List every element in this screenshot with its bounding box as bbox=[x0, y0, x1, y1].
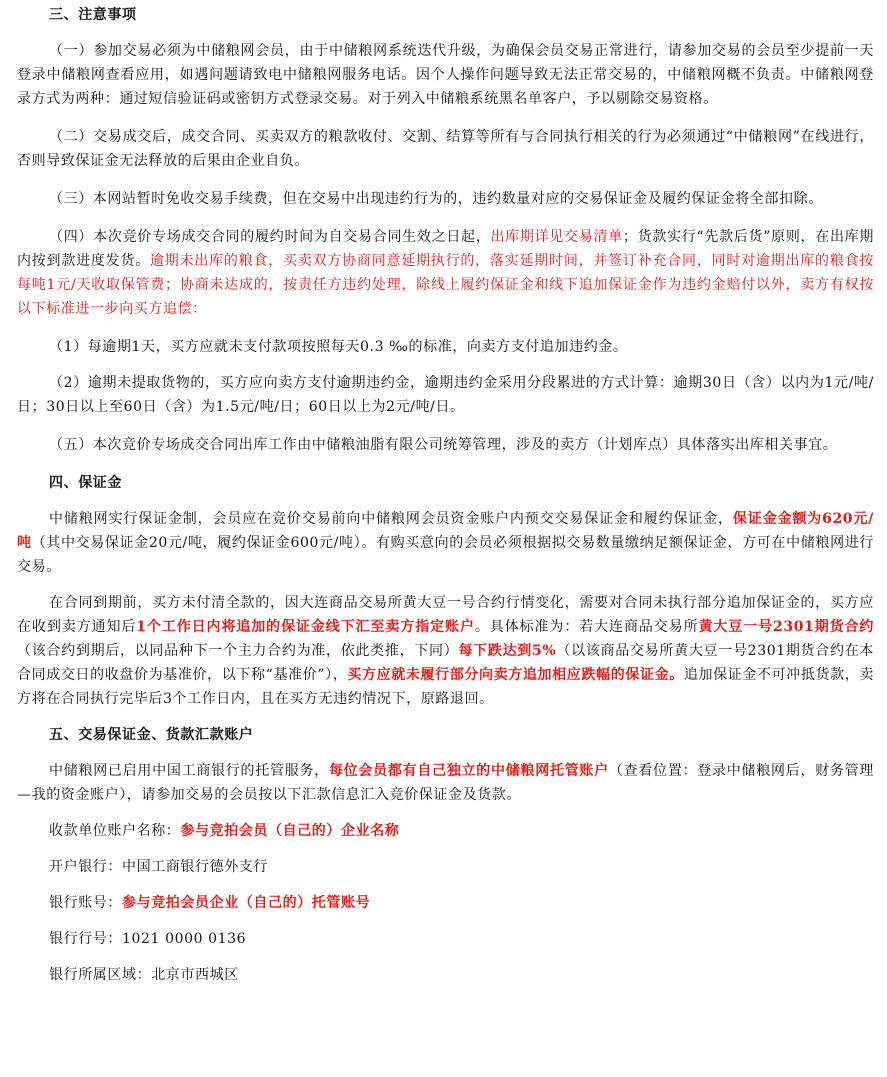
item-4-overdue-terms: 逾期未出库的粮食，买卖双方协商同意延期执行的，落实延期时间，并签订补充合同，同时对逾期出库的粮食按每吨1元/天收取保管费；协商未达成的，按责任方违约处理，除线上履约保证金和线下追加保证金作为违约金赔付以外，卖方有权按以下标准进一步向买方追偿： bbox=[17, 253, 874, 317]
section-3-title: 三、注意事项 bbox=[49, 7, 137, 23]
payee-label: 收款单位账户名称： bbox=[49, 823, 181, 839]
bank-region-value: 北京市西城区 bbox=[151, 967, 239, 983]
bank-code-row bbox=[17, 927, 874, 951]
bank-region-row bbox=[17, 963, 874, 987]
deposit-paragraph-1 bbox=[17, 507, 874, 579]
margin-text-c: 。具体标准为：若大连商品交易所 bbox=[474, 619, 699, 635]
deposit-paragraph-2 bbox=[17, 591, 874, 711]
account-paragraph bbox=[17, 759, 874, 807]
custody-account-note: 每位会员都有自己独立的中储粮网托管账户 bbox=[328, 763, 609, 779]
notice-item-5: （五）本次竞价专场成交合同出库工作由中储粮油脂有限公司统筹管理，涉及的卖方（计划库点）具体落实出库相关事宜。 bbox=[49, 437, 838, 453]
penalty-rule-2: （2）逾期未提取货物的，买方应向卖方支付逾期违约金，逾期违约金采用分段累进的方式计算：逾期30日（含）以内为1元/吨/日；30日以上至60日（含）为1.5元/吨/日；60日以上为2元/吨/日。 bbox=[17, 375, 874, 415]
margin-deadline: 1个工作日内将追加的保证金线下汇至卖方指定账户 bbox=[136, 619, 475, 635]
section-4-title: 四、保证金 bbox=[49, 475, 122, 491]
account-text-a: 中储粮网已启用中国工商银行的托管服务， bbox=[49, 763, 329, 779]
account-value: 参与竞拍会员企业（自己的）托管账号 bbox=[122, 895, 371, 911]
drop-threshold: 每下跌达到5% bbox=[458, 643, 557, 659]
bank-value: 中国工商银行德外支行 bbox=[122, 859, 268, 875]
margin-text-e: （该合约到期后，以同品种下一个主力合约为准，依此类推，下同） bbox=[17, 643, 459, 659]
payee-value: 参与竞拍会员（自己的）企业名称 bbox=[180, 823, 400, 839]
margin-obligation: 买方应就未履行部分向卖方追加相应跌幅的保证金。 bbox=[347, 667, 684, 683]
bank-code-value: 1021 0000 0136 bbox=[122, 931, 247, 947]
bank-label: 开户银行： bbox=[49, 859, 122, 875]
notice-item-2: （二）交易成交后，成交合同、买卖双方的粮款收付、交割、结算等所有与合同执行相关的行为必须通过“中储粮网”在线进行，否则导致保证金无法释放的后果由企业自负。 bbox=[17, 129, 874, 169]
section-5-title: 五、交易保证金、货款汇款账户 bbox=[49, 727, 254, 743]
account-number-row bbox=[17, 891, 874, 915]
item-4-delivery-period: 出库期详见交易清单 bbox=[490, 229, 623, 245]
bank-code-label: 银行行号： bbox=[49, 931, 122, 947]
margin-text-a: 在合同到期前，买方未付清全款的，因大连商品交易所黄大豆一号合约行情变化，需要对合同未执行部分追加保证金的，买方应在收到卖方通知后 bbox=[17, 595, 874, 635]
futures-contract: 黄大豆一号2301期货合约 bbox=[698, 619, 875, 635]
deposit-amount: 保证金金额为620元/吨 bbox=[17, 511, 874, 551]
penalty-rule-1: （1）每逾期1天，买方应就未支付款项按照每天0.3 ‰的标准，向卖方支付追加违约金。 bbox=[49, 339, 628, 355]
margin-text-g: （以该商品交易所黄大豆一号2301期货合约在本合同成交日的收盘价为基准价，以下称“基准价”）， bbox=[17, 643, 875, 683]
deposit-text-c: （其中交易保证金20元/吨，履约保证金600元/吨）。有购买意向的会员必须根据拟交易数量缴纳足额保证金，方可在中储粮网进行交易。 bbox=[17, 535, 874, 575]
notice-item-3: （三）本网站暂时免收交易手续费，但在交易中出现违约行为的，违约数量对应的交易保证金及履约保证金将全部扣除。 bbox=[49, 191, 823, 207]
bank-row bbox=[17, 855, 874, 879]
bank-region-label: 银行所属区域： bbox=[49, 967, 152, 983]
account-label: 银行账号： bbox=[49, 895, 122, 911]
margin-text-i: 追加保证金不可冲抵货款，卖方将在合同执行完毕后3个工作日内，且在买方无违约情况下，原路退回。 bbox=[17, 667, 874, 707]
notice-item-4 bbox=[17, 225, 874, 321]
notice-item-1: （一）参加交易必须为中储粮网会员，由于中储粮网系统迭代升级，为确保会员交易正常进行，请参加交易的会员至少提前一天登录中储粮网查看应用，如遇问题请致电中储粮网服务电话。因个人操作问题导致无法正常交易的，中储粮网概不负责。中储粮网登录方式为两种：通过短信验证码或密钥方式登录交易。对于列入中储粮系统黑名单客户，予以剔除交易资格。 bbox=[17, 43, 874, 107]
deposit-text-a: 中储粮网实行保证金制，会员应在竞价交易前向中储粮网会员资金账户内预交交易保证金和履约保证金， bbox=[49, 511, 733, 527]
item-4-text-a: （四）本次竞价专场成交合同的履约时间为自交易合同生效之日起， bbox=[49, 229, 491, 245]
item-4-text-c: ；货款实行“先款后货”原则，在出库期内按到款进度发货。 bbox=[17, 229, 874, 269]
payee-name-row bbox=[17, 819, 874, 843]
account-text-c: （查看位置：登录中储粮网后，财务管理—我的资金账户），请参加交易的会员按以下汇款信息汇入竞价保证金及货款。 bbox=[17, 763, 874, 803]
